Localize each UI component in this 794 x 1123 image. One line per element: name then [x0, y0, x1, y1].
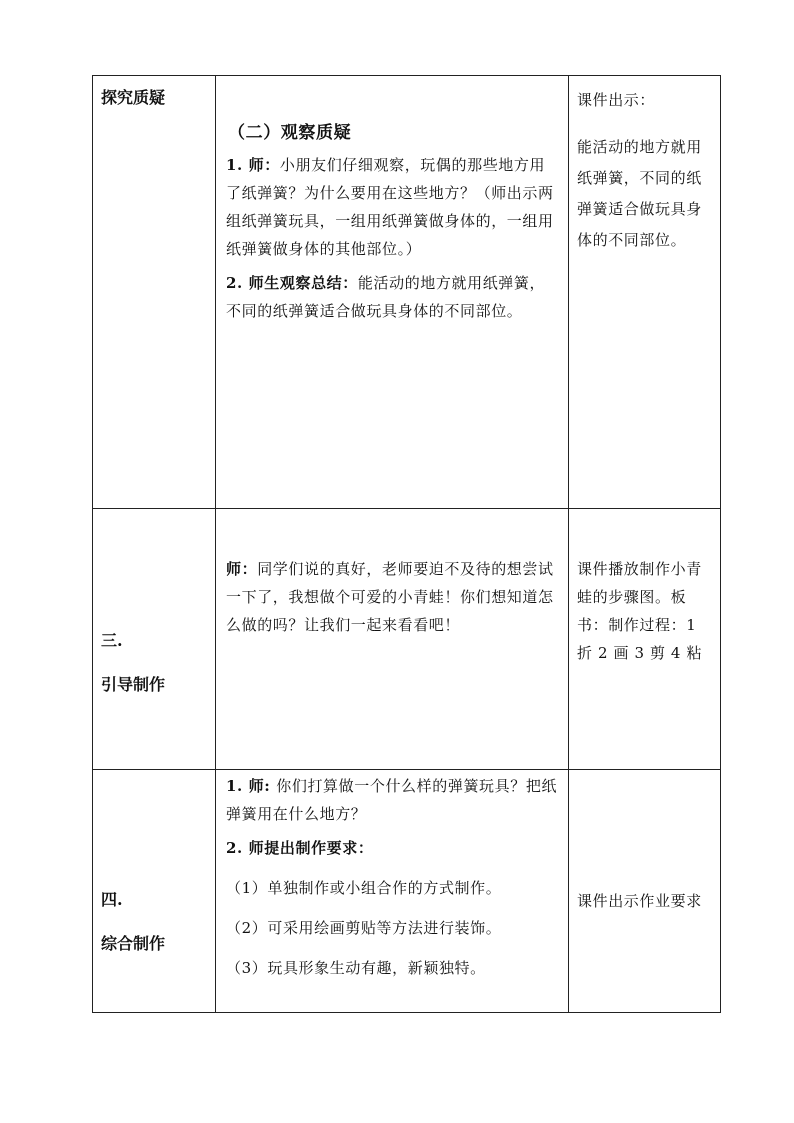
table-row	[93, 76, 721, 509]
requirement-item: （1）单独制作或小组合作的方式制作。	[226, 879, 502, 897]
activity-cell	[216, 76, 569, 509]
activity-item-lead: 2. 师生观察总结：	[226, 274, 358, 292]
activity-item-text: 能活动的地方就用纸弹簧，不同的纸弹簧适合做玩具身体的不同部位。	[226, 274, 546, 320]
note-line: 课件出示：	[577, 91, 656, 109]
requirement-item: （3）玩具形象生动有趣，新颖独特。	[226, 959, 486, 977]
activity-item-lead: 1. 师：	[226, 156, 280, 174]
activity-item	[226, 269, 560, 325]
activity-cell	[216, 770, 569, 1013]
activity-item-lead: 1. 师:	[226, 777, 277, 795]
activity-item-text: 同学们说的真好，老师要迫不及待的想尝试一下了，我想做个可爱的小青蛙！你们想知道怎么做的吗？让我们一起来看看吧！	[226, 560, 554, 634]
stage-title: 探究质疑	[101, 88, 166, 107]
note-line: 课件出示作业要求	[577, 892, 702, 910]
stage-cell	[93, 770, 216, 1013]
activity-item-text: 小朋友们仔细观察，玩偶的那些地方用了纸弹簧？为什么要用在这些地方？（师出示两组纸弹簧玩具，一组用纸弹簧做身体的，一组用纸弹簧做身体的其他部位。）	[226, 156, 554, 258]
section-heading: （二）观察质疑	[228, 123, 352, 143]
activity-item-lead: 师：	[226, 560, 258, 578]
stage-cell	[93, 509, 216, 770]
stage-number: 四.	[101, 890, 123, 909]
activity-item	[226, 772, 562, 828]
stage-number: 三.	[101, 631, 123, 650]
lesson-plan-table	[92, 75, 721, 1013]
table-row	[93, 770, 721, 1013]
notes-cell	[569, 770, 721, 1013]
stage-cell	[93, 76, 216, 509]
notes-cell	[569, 76, 721, 509]
activity-item-text: 你们打算做一个什么样的弹簧玩具？把纸弹簧用在什么地方？	[226, 777, 558, 823]
activity-cell	[216, 509, 569, 770]
note-line: 课件播放制作小青蛙的步骤图。板书：制作过程：1 折 2 画 3 剪 4 粘	[577, 560, 703, 662]
activity-item	[226, 834, 562, 862]
stage-title: 引导制作	[101, 675, 166, 694]
notes-cell	[569, 509, 721, 770]
note-line: 能活动的地方就用纸弹簧，不同的纸弹簧适合做玩具身体的不同部位。	[577, 138, 702, 249]
activity-item	[226, 151, 560, 263]
activity-item	[226, 555, 560, 639]
table-row	[93, 509, 721, 770]
activity-item-lead: 2. 师提出制作要求：	[226, 839, 374, 857]
requirement-item: （2）可采用绘画剪贴等方法进行装饰。	[226, 919, 502, 937]
stage-title: 综合制作	[101, 934, 166, 953]
